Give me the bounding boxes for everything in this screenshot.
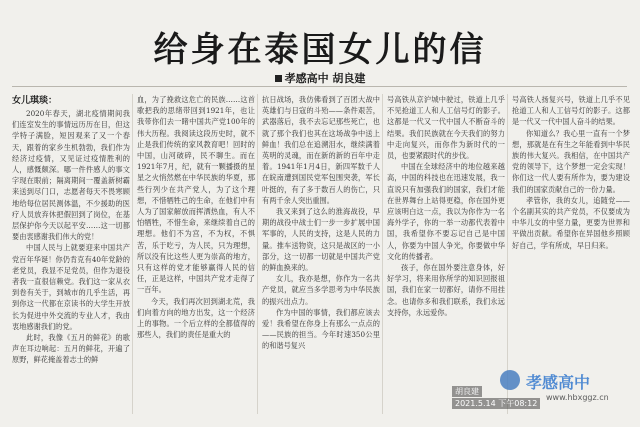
byline-text: 孝感高中 胡良建 xyxy=(284,72,366,85)
paragraph: 此时，我像《五月的鲜花》的歌声在耳边响起：五月的鲜花，开遍了原野，鲜花掩盖着志士的鲜 xyxy=(12,333,130,365)
paragraph: 号高铁人扬复兴号，铁道上几乎不见抢道工人和人工信号灯的影子。这都是一代又一代中国人奋斗的结果。 xyxy=(512,95,630,127)
paragraph: 作为中国的事情，我们都应该去爱！我希望在你身上有那么一点点的——民族的担当。今年时速350公里的和谐号复兴 xyxy=(262,307,380,351)
paragraph: 2020年春天，湖北疫情期间我们连室发生的事情远历历在目，但这学特子满脸，短因观来了又一个春天，跟着的家乡生机勃勃，我们作为经济过疫情，又见证过疫情胜利的人，感慨颇深。哪一件件感人的事文字现在眼前；隔离期间一覆盖新树霸来送到尽门口，志愿者每天不畏寒顾地给每位居民测体温，不少援助的医疗人员放弃休把假回到了岗位，在基层保护你今天以起平安……这一切都要由衷感谢我们伟大的党！ xyxy=(12,109,130,242)
text-column-4 xyxy=(387,94,505,414)
source-stamp-name: 胡良建 xyxy=(452,386,482,397)
paragraph: 抗日战场，我仿佛看到了百团大战中英雄们与日寇的斗殆——条件艰苦，武器落后，我不去忘记那些死亡，也就了那个我们也其在这场战争中送上鲜血！我们总在追溯泪水，继续满着英明的灵魂，而在新的新的百年中走着。1941年1月4日，新四军数千人在皖南遭到国民党军包围突袭，军长叶挺的，有了多于数百人的伤亡，只有两千余人突出重围。 xyxy=(262,95,380,205)
column-divider xyxy=(257,94,258,414)
paragraph: 中国人民与上就要迎来中国共产党百年华诞！你仍肯克有40年党龄的老党员，我显不足党员，但作为退役者我一直很信赖党。我们这一家从衣到卷有关于，到城市的几乎生活，再到你这一代都在京读书的大学生开放长为促进中外交流的专业人才，我由衷地感谢我们的党。 xyxy=(12,243,130,331)
column-divider xyxy=(382,94,383,414)
paragraph: 今天，我们再次回到湖北荒，我们向着方向的地方出发，这一个经济上的事物。一个后立样的全都值得的那些人，我们的责任是重大的 xyxy=(137,296,255,340)
text-column-2 xyxy=(137,94,255,414)
article-byline xyxy=(250,70,390,86)
header-divider xyxy=(12,86,627,87)
article-title: 给身在泰国女儿的信 xyxy=(153,30,487,70)
paragraph: 血，为了挽救这危亡的民族……这首歌把我的思绪带回到1921年，也让我带你们去一睹中国共产党100年的伟大历程。我阅读这段历史时，就不止是我们传统的家风教育吧！回时的中国，山河破碎，民不聊生。而在1921年7月，纪，就有一颗播摄的星星之火悄然燃在中华民族的华夏，那些行列少在共产党人，为了这个理想，不惜牺牲己的生命，在他们中有人为了国家解放而挥洒热血，有人不怕牺牲，不惜生命，来继续着自己的理想。他们不为宫，不为权，不惧苦，乐于吃亏，为人民，只为理想，所以没有比这些人更为崇高的地方，只有这样的党才能够赢得人民的信任，正是这样，中国共产党才走得了一百年。 xyxy=(137,95,255,295)
paragraph: 孝管你，我的女儿，追随党——个名副其实的共产党员，不仅要成为中华儿女的中坚力量，更要为世界和平做出贡献。希望你在异国他乡照顾好自己，学有所成，早日归来。 xyxy=(512,195,630,250)
paragraph: 你知道么？我心里一直有一个梦想，那就是在有生之年能看到中华民族的伟大复兴。我相信，在中国共产党的领导下，这个梦想一定会实现！你们这一代人要有所作为，要为建设我们的国家贡献自己的一份力量。 xyxy=(512,128,630,194)
paragraph: 孩子，你在国外要注意身体，好好学习，将来用你所学的知识回报祖国，我们在家一切都好，请你不用挂念。也请你多和我们联系，我们永远支持你，永远爱你。 xyxy=(387,263,505,317)
column-divider xyxy=(132,94,133,414)
text-column-1 xyxy=(12,94,130,414)
text-column-5 xyxy=(512,94,630,414)
watermark-school-name: 孝感高中 xyxy=(526,373,591,392)
school-logo-icon xyxy=(500,370,520,390)
watermark-site: www.hbxggz.cn xyxy=(546,393,609,402)
source-stamp-date: 2021.5.14 下午08:12 xyxy=(452,398,540,409)
paragraph: 女儿，我亦是想，你作为一名共产党员，就应当多学思考为中华民族的振兴出点力。 xyxy=(262,274,380,306)
byline-square-icon xyxy=(275,75,282,82)
paragraph: 中国在全球经济中的地位越来越高，中国的科技也在迅速发展，我一直说只有加强我们的国家，我们才能在世界舞台上站得更稳，你在国外更应该明白这一点，我以为你作为一名海外学子，你的一举一动都代表着中国，我希望你不要忘记自己是中国人，你要为中国人争光，你要做中华文化的传播者。 xyxy=(387,162,505,261)
paragraph: 号高铁从京沪城中驶过，铁道上几乎不见抢道工人和人工信号灯的影子。这都是一代又一代中国人不断奋斗的结果。我们民族就在今天我们的努力中走向复兴，而你作为新时代的一员，也要紧跟时代的步伐。 xyxy=(387,95,505,161)
salutation: 女儿琪琰： xyxy=(12,96,58,106)
paragraph: 我又来到了这么的淮海战役，早期的战役中战士们一步一步扩展中国军事的，人民的支持，这是人民的力量。推车送物资，这只是战区的一小部分，这一切都一切就是中国共产党的鲜血换来的。 xyxy=(262,207,380,273)
column-divider xyxy=(507,94,508,414)
text-column-3 xyxy=(262,94,380,414)
